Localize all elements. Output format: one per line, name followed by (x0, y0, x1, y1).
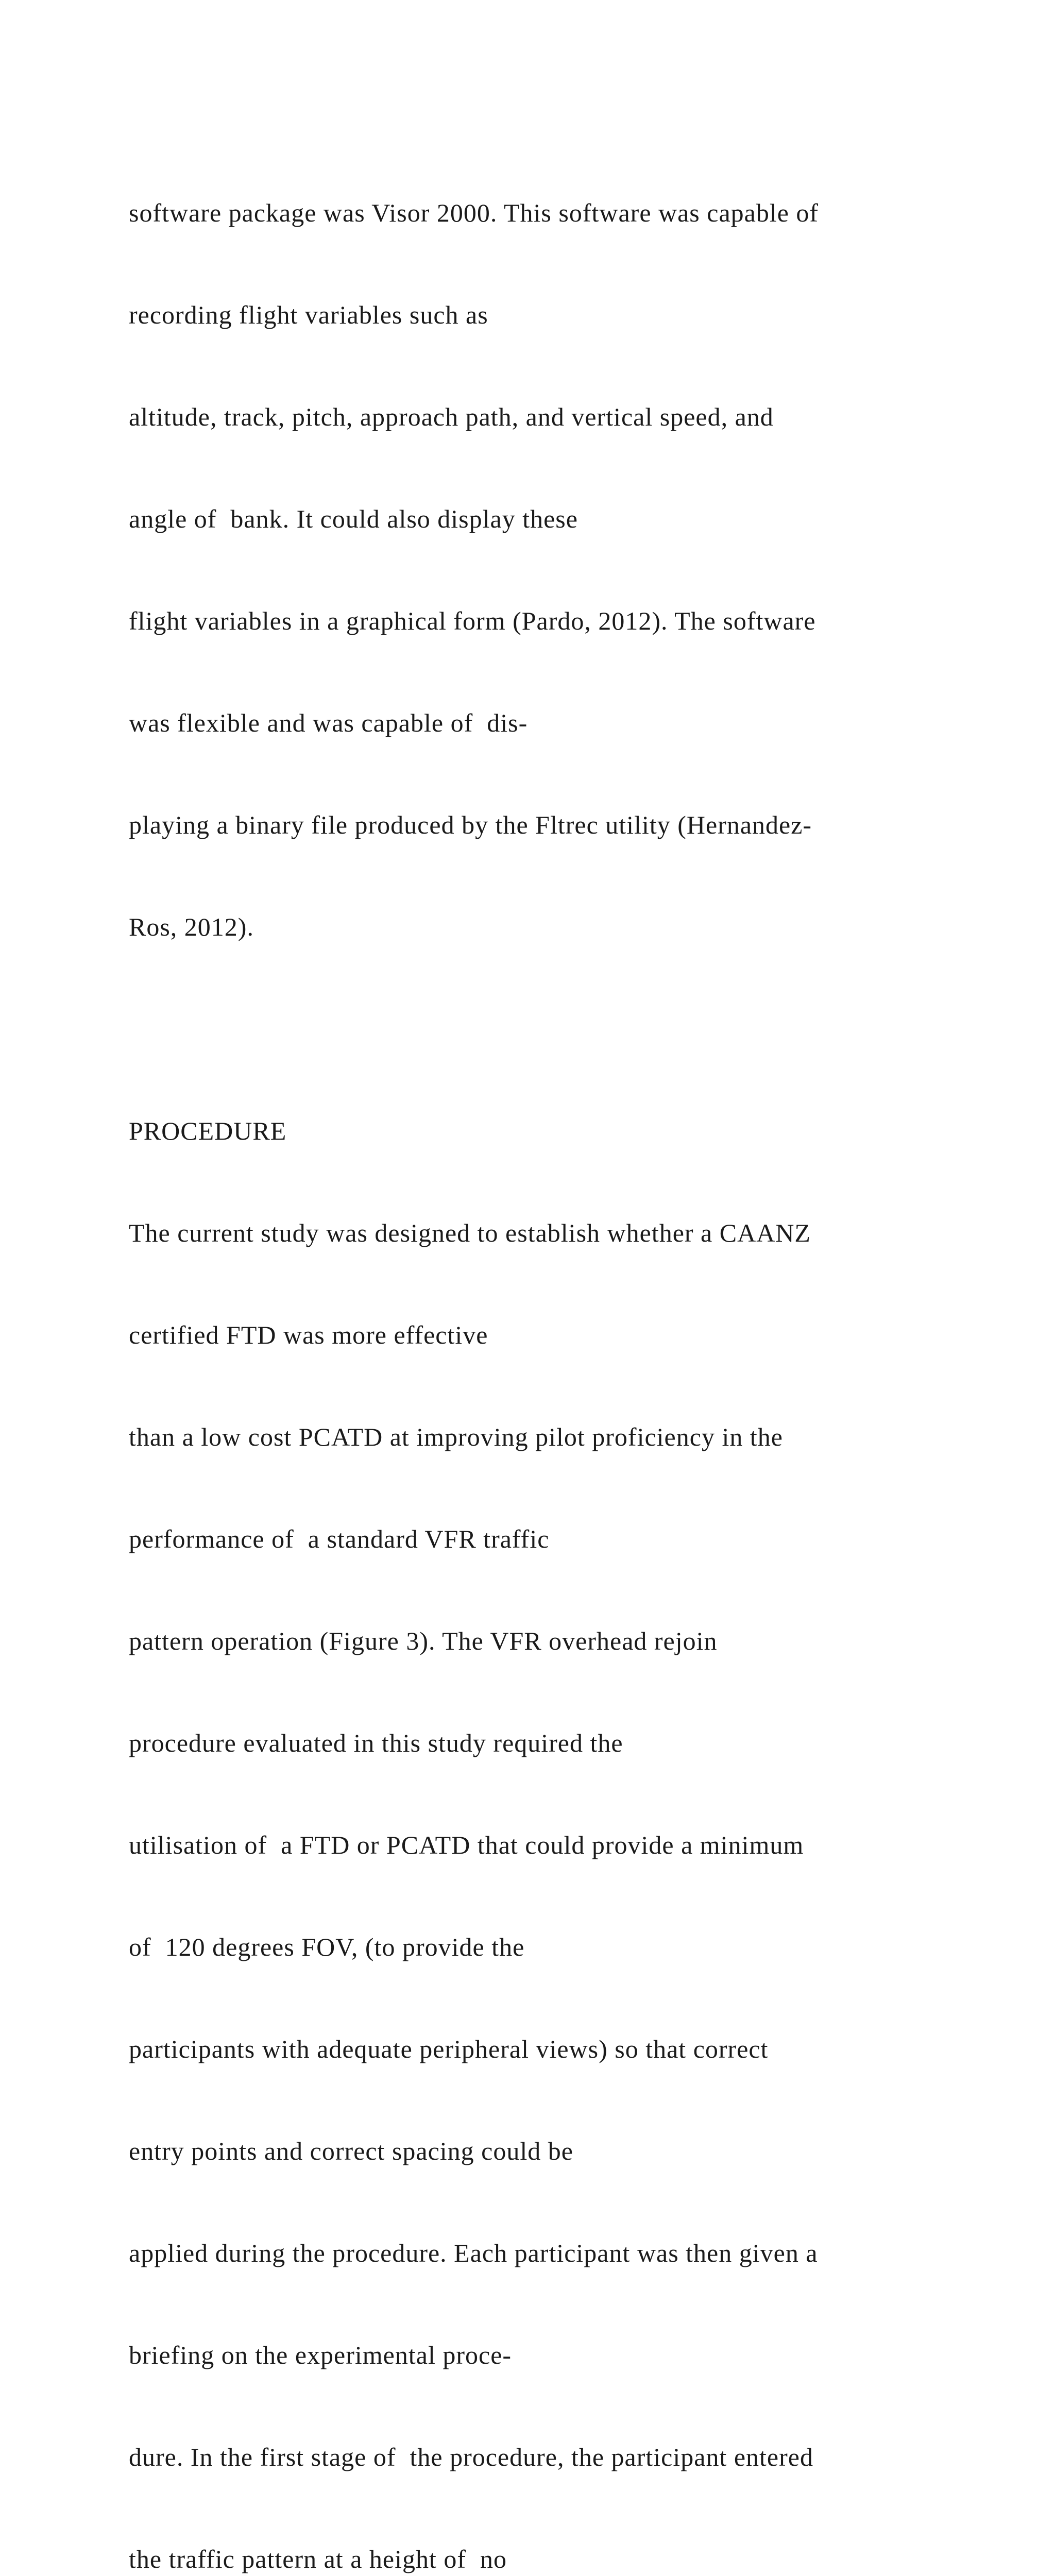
text-line: The current study was designed to establish whether a CAANZ (129, 1218, 811, 1247)
text-line: applied during the procedure. Each participant was then given a (129, 2239, 818, 2267)
text-line: was flexible and was capable of dis- (129, 708, 528, 737)
text-line: playing a binary file produced by the Fltrec utility (Hernandez- (129, 810, 812, 839)
text-line: recording flight variables such as (129, 300, 488, 329)
text-line: performance of a standard VFR traffic (129, 1524, 550, 1553)
text-line: of 120 degrees FOV, (to provide the (129, 1933, 525, 1961)
text-line: procedure evaluated in this study required the (129, 1728, 623, 1757)
text-line: utilisation of a FTD or PCATD that could provide a minimum (129, 1831, 804, 1859)
text-line: Ros, 2012). (129, 912, 254, 941)
text-line: altitude, track, pitch, approach path, and vertical speed, and (129, 402, 774, 431)
text-line: software package was Visor 2000. This software was capable of (129, 198, 819, 227)
text-line: participants with adequate peripheral views) so that correct (129, 2035, 769, 2063)
text-line: briefing on the experimental proce- (129, 2341, 512, 2369)
text-line: the traffic pattern at a height of no (129, 2545, 507, 2573)
section-heading: PROCEDURE (129, 1116, 287, 1145)
body-text (129, 128, 1005, 2576)
text-line: certified FTD was more effective (129, 1320, 488, 1349)
text-line: entry points and correct spacing could be (129, 2137, 573, 2165)
text-line: flight variables in a graphical form (Pardo, 2012). The software (129, 606, 816, 635)
text-line: than a low cost PCATD at improving pilot proficiency in the (129, 1422, 783, 1451)
text-line: angle of bank. It could also display these (129, 504, 578, 533)
text-line: pattern operation (Figure 3). The VFR overhead rejoin (129, 1626, 718, 1655)
text-line: dure. In the first stage of the procedure, the participant entered (129, 2443, 813, 2471)
paragraph-break (129, 1012, 1005, 1046)
